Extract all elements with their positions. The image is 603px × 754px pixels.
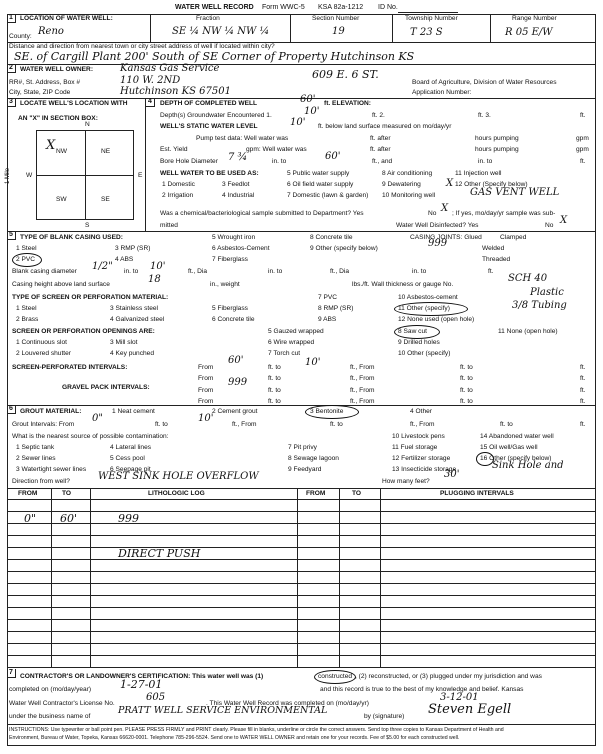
tubing-value: 3/8 Tubing	[512, 300, 567, 311]
cert-business: PRATT WELL SERVICE ENVIRONMENTAL	[118, 705, 328, 716]
elevation-label: ft. ELEVATION:	[324, 100, 372, 107]
screen-other-circle	[394, 302, 468, 316]
grout-bentonite: 3 Bentonite	[310, 408, 344, 415]
fraction-label: Fraction	[196, 15, 220, 22]
bore-in-to-2: in. to	[478, 158, 493, 165]
screen-pvc: 7 PVC	[318, 294, 338, 301]
use-label: WELL WATER TO BE USED AS:	[160, 170, 259, 177]
use-lawn: 7 Domestic (lawn & garden)	[287, 192, 369, 199]
diameter-in-to-2: in. to	[268, 268, 283, 275]
id-number-label: ID No.	[378, 4, 398, 11]
sp-ft-to: ft. to	[268, 364, 281, 371]
use-public: 5 Public water supply	[287, 170, 350, 177]
sp-ft-to-2: ft. to	[460, 364, 473, 371]
form-title: WATER WELL RECORD	[175, 4, 254, 11]
range-value: R 05 E/W	[505, 27, 553, 38]
open-saw: 8 Saw cut	[398, 328, 427, 335]
cert-line3a: Water Well Contractor's License No.	[9, 700, 115, 707]
screen-concrete: 6 Concrete tile	[212, 316, 255, 323]
groundwater-value: 10'	[304, 106, 320, 117]
open-mill: 3 Mill slot	[110, 339, 138, 346]
nw-label: NW	[56, 148, 67, 155]
gw-ft-label: ft.	[580, 112, 586, 119]
welded-value: 999	[428, 238, 448, 249]
screen-none: 12 None used (open hole)	[398, 316, 475, 323]
screen-steel: 1 Steel	[16, 305, 37, 312]
screen-galvanized: 4 Galvanized steel	[110, 316, 165, 323]
constructed-circle	[314, 670, 356, 684]
bore-value: 7 ¾	[228, 152, 248, 163]
contam-other-value: Sink Hole and	[492, 460, 564, 471]
sw-label: SW	[56, 196, 67, 203]
static-tail: ft. below land surface measured on mo/day/yr	[318, 123, 452, 130]
sp2-ft: ft.	[580, 375, 586, 382]
section-2-number: 2	[7, 64, 16, 73]
weight-label: in., weight	[210, 281, 240, 288]
mile-label: 1 Mile	[5, 167, 12, 185]
log-row1-to: 60'	[60, 512, 78, 525]
chem-no: No	[428, 210, 437, 217]
section-number-value: 19	[332, 26, 345, 37]
sp2-ft-to: ft. to	[268, 375, 281, 382]
use-injection: 11 Injection well	[455, 170, 502, 177]
use-domestic: 1 Domestic	[162, 181, 195, 188]
log-row-line	[7, 571, 596, 572]
chem-label: Was a chemical/bacteriological sample submitted to Department? Yes	[160, 210, 364, 217]
casing-concrete: 8 Concrete tile	[310, 234, 353, 241]
bore-in-to: in. to	[272, 158, 287, 165]
diameter-in-to-3: in. to	[412, 268, 427, 275]
sp2-ft-to-2: ft. to	[460, 375, 473, 382]
clamped-label: Clamped	[500, 234, 527, 241]
distance-value: SE. of Cargill Plant 200' South of SE Corner of Property Hutchinson KS	[14, 50, 415, 63]
contam-label: What is the nearest source of possible contamination:	[12, 433, 169, 440]
grout-neat: 1 Neat cement	[112, 408, 155, 415]
grout-from-value: 0"	[92, 413, 103, 424]
cert-line4b: by (signature)	[364, 713, 405, 720]
casing-asbestos: 6 Asbestos-Cement	[212, 245, 270, 252]
log-to-header: TO	[62, 490, 72, 497]
use-oilfield: 6 Oil field water supply	[287, 181, 354, 188]
use-monitoring: 10 Monitoring well	[382, 192, 436, 199]
grout-ft-from: ft., From	[232, 421, 257, 428]
wall-label: lbs./ft. Wall thickness or gauge No.	[352, 281, 454, 288]
log-litho-header: LITHOLOGIC LOG	[148, 490, 205, 497]
cert-line2a: completed on (mo/day/year)	[9, 686, 92, 693]
address-value: 110 W. 2ND	[120, 75, 181, 86]
s3-label2: AN "X" IN SECTION BOX:	[18, 115, 98, 122]
contam-lagoon: 8 Sewage lagoon	[288, 455, 339, 462]
grout-ft-to-2: ft. to	[330, 421, 343, 428]
screen-brass: 2 Brass	[16, 316, 39, 323]
county-label: County:	[9, 33, 32, 40]
yield-gpm-label: gpm: Well water was	[246, 146, 307, 153]
casing-abs: 4 ABS	[115, 256, 134, 263]
height-value: 18	[148, 274, 161, 285]
disinf-label: Water Well Disinfected? Yes	[396, 222, 479, 229]
contam-livestock: 10 Livestock pens	[392, 433, 445, 440]
gp2-ft-to: ft. to	[268, 398, 281, 405]
cert-line1a: CONTRACTOR'S OR LANDOWNER'S CERTIFICATION: This water well was (1)	[20, 673, 264, 680]
gp2-ft-from: ft., From	[350, 398, 375, 405]
west-label: W	[26, 172, 33, 179]
log-row-line	[7, 631, 596, 632]
direction-value: WEST SINK HOLE OVERFLOW	[98, 471, 259, 482]
open-saw-circle	[394, 325, 440, 339]
feet-value: 30'	[444, 469, 460, 480]
se-label: SE	[101, 196, 110, 203]
address2-value: 609 E. 6 ST.	[312, 68, 379, 81]
plastic-value: Plastic	[530, 287, 564, 298]
sp-from-value: 60'	[228, 355, 244, 366]
use-other-value: GAS VENT WELL	[470, 187, 560, 198]
section-6-number: 6	[7, 405, 16, 414]
use-industrial: 4 Industrial	[222, 192, 255, 199]
depth-value: 60'	[300, 94, 316, 105]
section-1-number: 1	[7, 14, 16, 23]
sp-ft-from: ft., From	[350, 364, 375, 371]
open-torch: 7 Torch cut	[268, 350, 301, 357]
gp2-ft-to-2: ft. to	[460, 398, 473, 405]
casing-steel: 1 Steel	[16, 245, 37, 252]
s2-label: WATER WELL OWNER:	[20, 66, 94, 73]
pump-label: Pump test data: Well water was	[196, 135, 289, 142]
open-other: 10 Other (specify)	[398, 350, 451, 357]
diameter-to-value: 10'	[150, 261, 166, 272]
gp-ft-from: ft., From	[350, 387, 375, 394]
casing-pvc-circle	[12, 253, 42, 267]
screen-label: TYPE OF SCREEN OR PERFORATION MATERIAL:	[12, 294, 169, 301]
open-drilled: 9 Drilled holes	[398, 339, 440, 346]
south-label: S	[85, 222, 90, 229]
groundwater-label: Depth(s) Groundwater Encountered 1.	[160, 112, 272, 119]
east-label: E	[138, 172, 143, 179]
s1-label: LOCATION OF WATER WELL:	[20, 15, 113, 22]
board-label: Board of Agriculture, Division of Water Resources	[412, 79, 557, 86]
openings-label: SCREEN OR PERFORATION OPENINGS ARE:	[12, 328, 155, 335]
casing-rmp: 3 RMP (SR)	[115, 245, 151, 252]
bore-to-value: 60'	[325, 151, 341, 162]
open-louvered: 2 Louvered shutter	[16, 350, 71, 357]
log-row2-desc: DIRECT PUSH	[118, 547, 201, 560]
diameter-in-to: in. to	[124, 268, 139, 275]
screen-abs: 9 ABS	[318, 316, 337, 323]
open-wire: 6 Wire wrapped	[268, 339, 315, 346]
section-7-number: 7	[7, 669, 16, 678]
log-row-line	[7, 643, 596, 644]
log-row-line	[7, 595, 596, 596]
gp-label: GRAVEL PACK INTERVALS:	[62, 384, 150, 391]
contam-fuel: 11 Fuel storage	[392, 444, 438, 451]
use-other: 12 Other (Specify below)	[455, 181, 528, 188]
contam-fertilizer: 12 Fertilizer storage	[392, 455, 451, 462]
cert-license: 605	[146, 692, 166, 703]
cert-line1b: , (2) reconstructed, or (3) plugged under my jurisdiction and was	[355, 673, 542, 680]
s5-label: TYPE OF BLANK CASING USED:	[20, 234, 123, 241]
use-feedlot: 3 Feedlot	[222, 181, 250, 188]
pump-after: ft. after	[370, 135, 391, 142]
township-label: Township Number	[405, 15, 458, 22]
contam-insecticide: 13 Insecticide storage	[392, 466, 457, 473]
grout-other: 4 Other	[410, 408, 432, 415]
casing-other: 9 Other (specify below)	[310, 245, 378, 252]
disinf-x: X	[560, 215, 568, 226]
open-none: 11 None (open hole)	[498, 328, 558, 335]
grout-ft-to-3: ft. to	[500, 421, 513, 428]
chem-x: X	[441, 203, 449, 214]
use-dewatering: 9 Dewatering	[382, 181, 421, 188]
gp2-ft: ft.	[580, 398, 586, 405]
instructions-1: INSTRUCTIONS: Use typewriter or ball point pen. PLEASE PRESS FIRMLY and PRINT clearly. Please fill in blanks, underline or circle the correct answers. Send top three copies to Kansas Department of Health and	[9, 727, 504, 733]
gp-from-label: From	[198, 387, 214, 394]
log-to2-header: TO	[352, 490, 362, 497]
gp-ft: ft.	[580, 387, 586, 394]
fraction-value: SE ¼ NW ¼ NW ¼	[172, 26, 270, 37]
contam-sewer: 2 Sewer lines	[16, 455, 56, 462]
range-label: Range Number	[512, 15, 557, 22]
sp2-from-label: From	[198, 375, 214, 382]
grout-ft-to: ft. to	[155, 421, 168, 428]
cert-date2: 3-12-01	[440, 692, 479, 703]
ne-label: NE	[101, 148, 111, 155]
screen-asbestos: 10 Asbestos-cement	[398, 294, 458, 301]
yield-after: ft. after	[370, 146, 391, 153]
joints-label: CASING JOINTS: Glued	[410, 234, 482, 241]
screen-other: 11 Other (specify)	[398, 305, 450, 312]
contam-cess: 5 Cess pool	[110, 455, 145, 462]
log-row-line	[7, 547, 596, 548]
pump-gpm: gpm	[576, 135, 589, 142]
township-value: T 23 S	[410, 27, 443, 38]
use-other-x: X	[446, 178, 454, 189]
diameter-value: 1/2"	[92, 261, 113, 272]
contam-septic: 1 Septic tank	[16, 444, 55, 451]
cert-line2b: and this record is true to the best of my knowledge and belief. Kansas	[320, 686, 524, 693]
diameter-label: Blank casing diameter	[12, 268, 77, 275]
distance-label: Distance and direction from nearest town or city street address of well if located within city?	[9, 43, 275, 50]
contam-other: 16 Other (specify below)	[480, 455, 552, 462]
contam-feedyard: 9 Feedyard	[288, 466, 322, 473]
bore-ft-and: ft., and	[372, 158, 393, 165]
s3-label: LOCATE WELL'S LOCATION WITH	[20, 100, 128, 107]
yield-label: Est. Yield	[160, 146, 188, 153]
use-irrigation: 2 Irrigation	[162, 192, 194, 199]
sp-label: SCREEN-PERFORATED INTERVALS:	[12, 364, 128, 371]
section-number-label: Section Number	[312, 15, 360, 22]
yield-gpm: gpm	[576, 146, 589, 153]
screen-fiberglass: 5 Fiberglass	[212, 305, 248, 312]
static-level-value: 10'	[290, 117, 306, 128]
grout-cement: 2 Cement grout	[212, 408, 258, 415]
gp-ft-to: ft. to	[268, 387, 281, 394]
height-label: Casing height above land surface	[12, 281, 110, 288]
pump-hours: hours pumping	[475, 135, 519, 142]
welded-label: Welded	[482, 245, 505, 252]
bore-ft: ft.	[580, 158, 586, 165]
address-label: RR#, St. Address, Box #	[9, 79, 81, 86]
diameter-ft-dia-2: ft., Dia	[330, 268, 350, 275]
contam-lateral: 4 Lateral lines	[110, 444, 152, 451]
log-row-line	[7, 499, 596, 500]
screen-rmp: 8 RMP (SR)	[318, 305, 354, 312]
grout-int-label: Grout Intervals: From	[12, 421, 75, 428]
section-5-number: 5	[7, 231, 16, 240]
city-label: City, State, ZIP Code	[9, 89, 71, 96]
casing-pvc: 2 PVC	[16, 256, 36, 263]
log-row-line	[7, 583, 596, 584]
log-row-line	[7, 559, 596, 560]
gw-3-label: ft. 3.	[478, 112, 491, 119]
grout-ft: ft.	[580, 421, 586, 428]
chem-mitted: mitted	[160, 222, 178, 229]
log-row1-from: 0"	[24, 512, 37, 525]
diameter-ft-dia: ft., Dia	[188, 268, 208, 275]
grout-to-value: 10'	[198, 413, 214, 424]
log-row-line	[7, 511, 596, 512]
open-gauzed: 5 Gauzed wrapped	[268, 328, 324, 335]
contam-abandoned: 14 Abandoned water well	[480, 433, 554, 440]
gp-ft-to-2: ft. to	[460, 387, 473, 394]
sp-to-value: 10'	[305, 357, 321, 368]
contam-watertight: 3 Watertight sewer lines	[16, 466, 87, 473]
depth-label: DEPTH OF COMPLETED WELL	[160, 100, 258, 107]
north-label: N	[85, 121, 90, 128]
log-row1-desc: 999	[118, 512, 139, 525]
casing-wrought: 5 Wrought iron	[212, 234, 256, 241]
s6-label: GROUT MATERIAL:	[20, 408, 82, 415]
location-x-mark: X	[46, 138, 56, 153]
gauge-value: SCH 40	[508, 273, 548, 284]
gw-2-label: ft. 2.	[372, 112, 385, 119]
ksa-ref: KSA 82a-1212	[318, 4, 364, 11]
casing-fiberglass: 7 Fiberglass	[212, 256, 248, 263]
cert-constructed: constructed	[318, 673, 353, 680]
log-row-line	[7, 619, 596, 620]
log-plug-header: PLUGGING INTERVALS	[440, 490, 514, 497]
log-from2-header: FROM	[306, 490, 326, 497]
static-level-label: WELL'S STATIC WATER LEVEL	[160, 123, 258, 130]
contam-privy: 7 Pit privy	[288, 444, 317, 451]
log-row-line	[7, 655, 596, 656]
disinf-no: No	[545, 222, 554, 229]
contam-seepage: 6 Seepage pit	[110, 466, 151, 473]
owner-value: Kansas Gas Service	[120, 63, 220, 74]
grout-ft-from-2: ft., From	[410, 421, 435, 428]
contam-oilwell: 15 Oil well/Gas well	[480, 444, 538, 451]
sp-ft: ft.	[580, 364, 586, 371]
city-value: Hutchinson KS 67501	[120, 86, 231, 97]
threaded-label: Threaded	[482, 256, 511, 263]
log-from-header: FROM	[18, 490, 38, 497]
gp-from-value: 999	[228, 377, 248, 388]
direction-label: Direction from well?	[12, 478, 70, 485]
cert-line4a: under the business name of	[9, 713, 91, 720]
chem-tail: ; If yes, mo/day/yr sample was sub-	[452, 210, 556, 217]
gp2-from-label: From	[198, 398, 214, 405]
log-row-line	[7, 607, 596, 608]
diameter-ft: ft.	[488, 268, 494, 275]
signature: Steven Egell	[428, 702, 512, 717]
screen-stainless: 3 Stainless steel	[110, 305, 159, 312]
county-value: Reno	[38, 26, 64, 37]
bore-label: Bore Hole Diameter	[160, 158, 218, 165]
log-row-line	[7, 523, 596, 524]
sp-from-label: From	[198, 364, 214, 371]
section-4-number: 4	[146, 98, 155, 107]
cert-date1: 1-27-01	[120, 678, 163, 691]
grout-bentonite-circle	[305, 405, 359, 419]
open-key: 4 Key punched	[110, 350, 154, 357]
yield-hours: hours pumping	[475, 146, 519, 153]
application-label: Application Number:	[412, 89, 472, 96]
section-3-number: 3	[7, 98, 16, 107]
sp2-ft-from: ft., From	[350, 375, 375, 382]
open-continuous: 1 Continuous slot	[16, 339, 67, 346]
instructions-2: Environment, Bureau of Water, Topeka, Kansas 66620-0001. Telephone 785-296-5524. Send one to WATER WELL OWNER and retain one for your records. Fee of $5.00 for each constructed well.	[9, 735, 460, 741]
cert-line3b: . This Water Well Record was completed on (mo/day/yr)	[206, 700, 369, 707]
feet-label: How many feet?	[382, 478, 430, 485]
log-row-line	[7, 535, 596, 536]
use-air: 8 Air conditioning	[382, 170, 433, 177]
form-number: Form WWC-5	[262, 4, 305, 11]
